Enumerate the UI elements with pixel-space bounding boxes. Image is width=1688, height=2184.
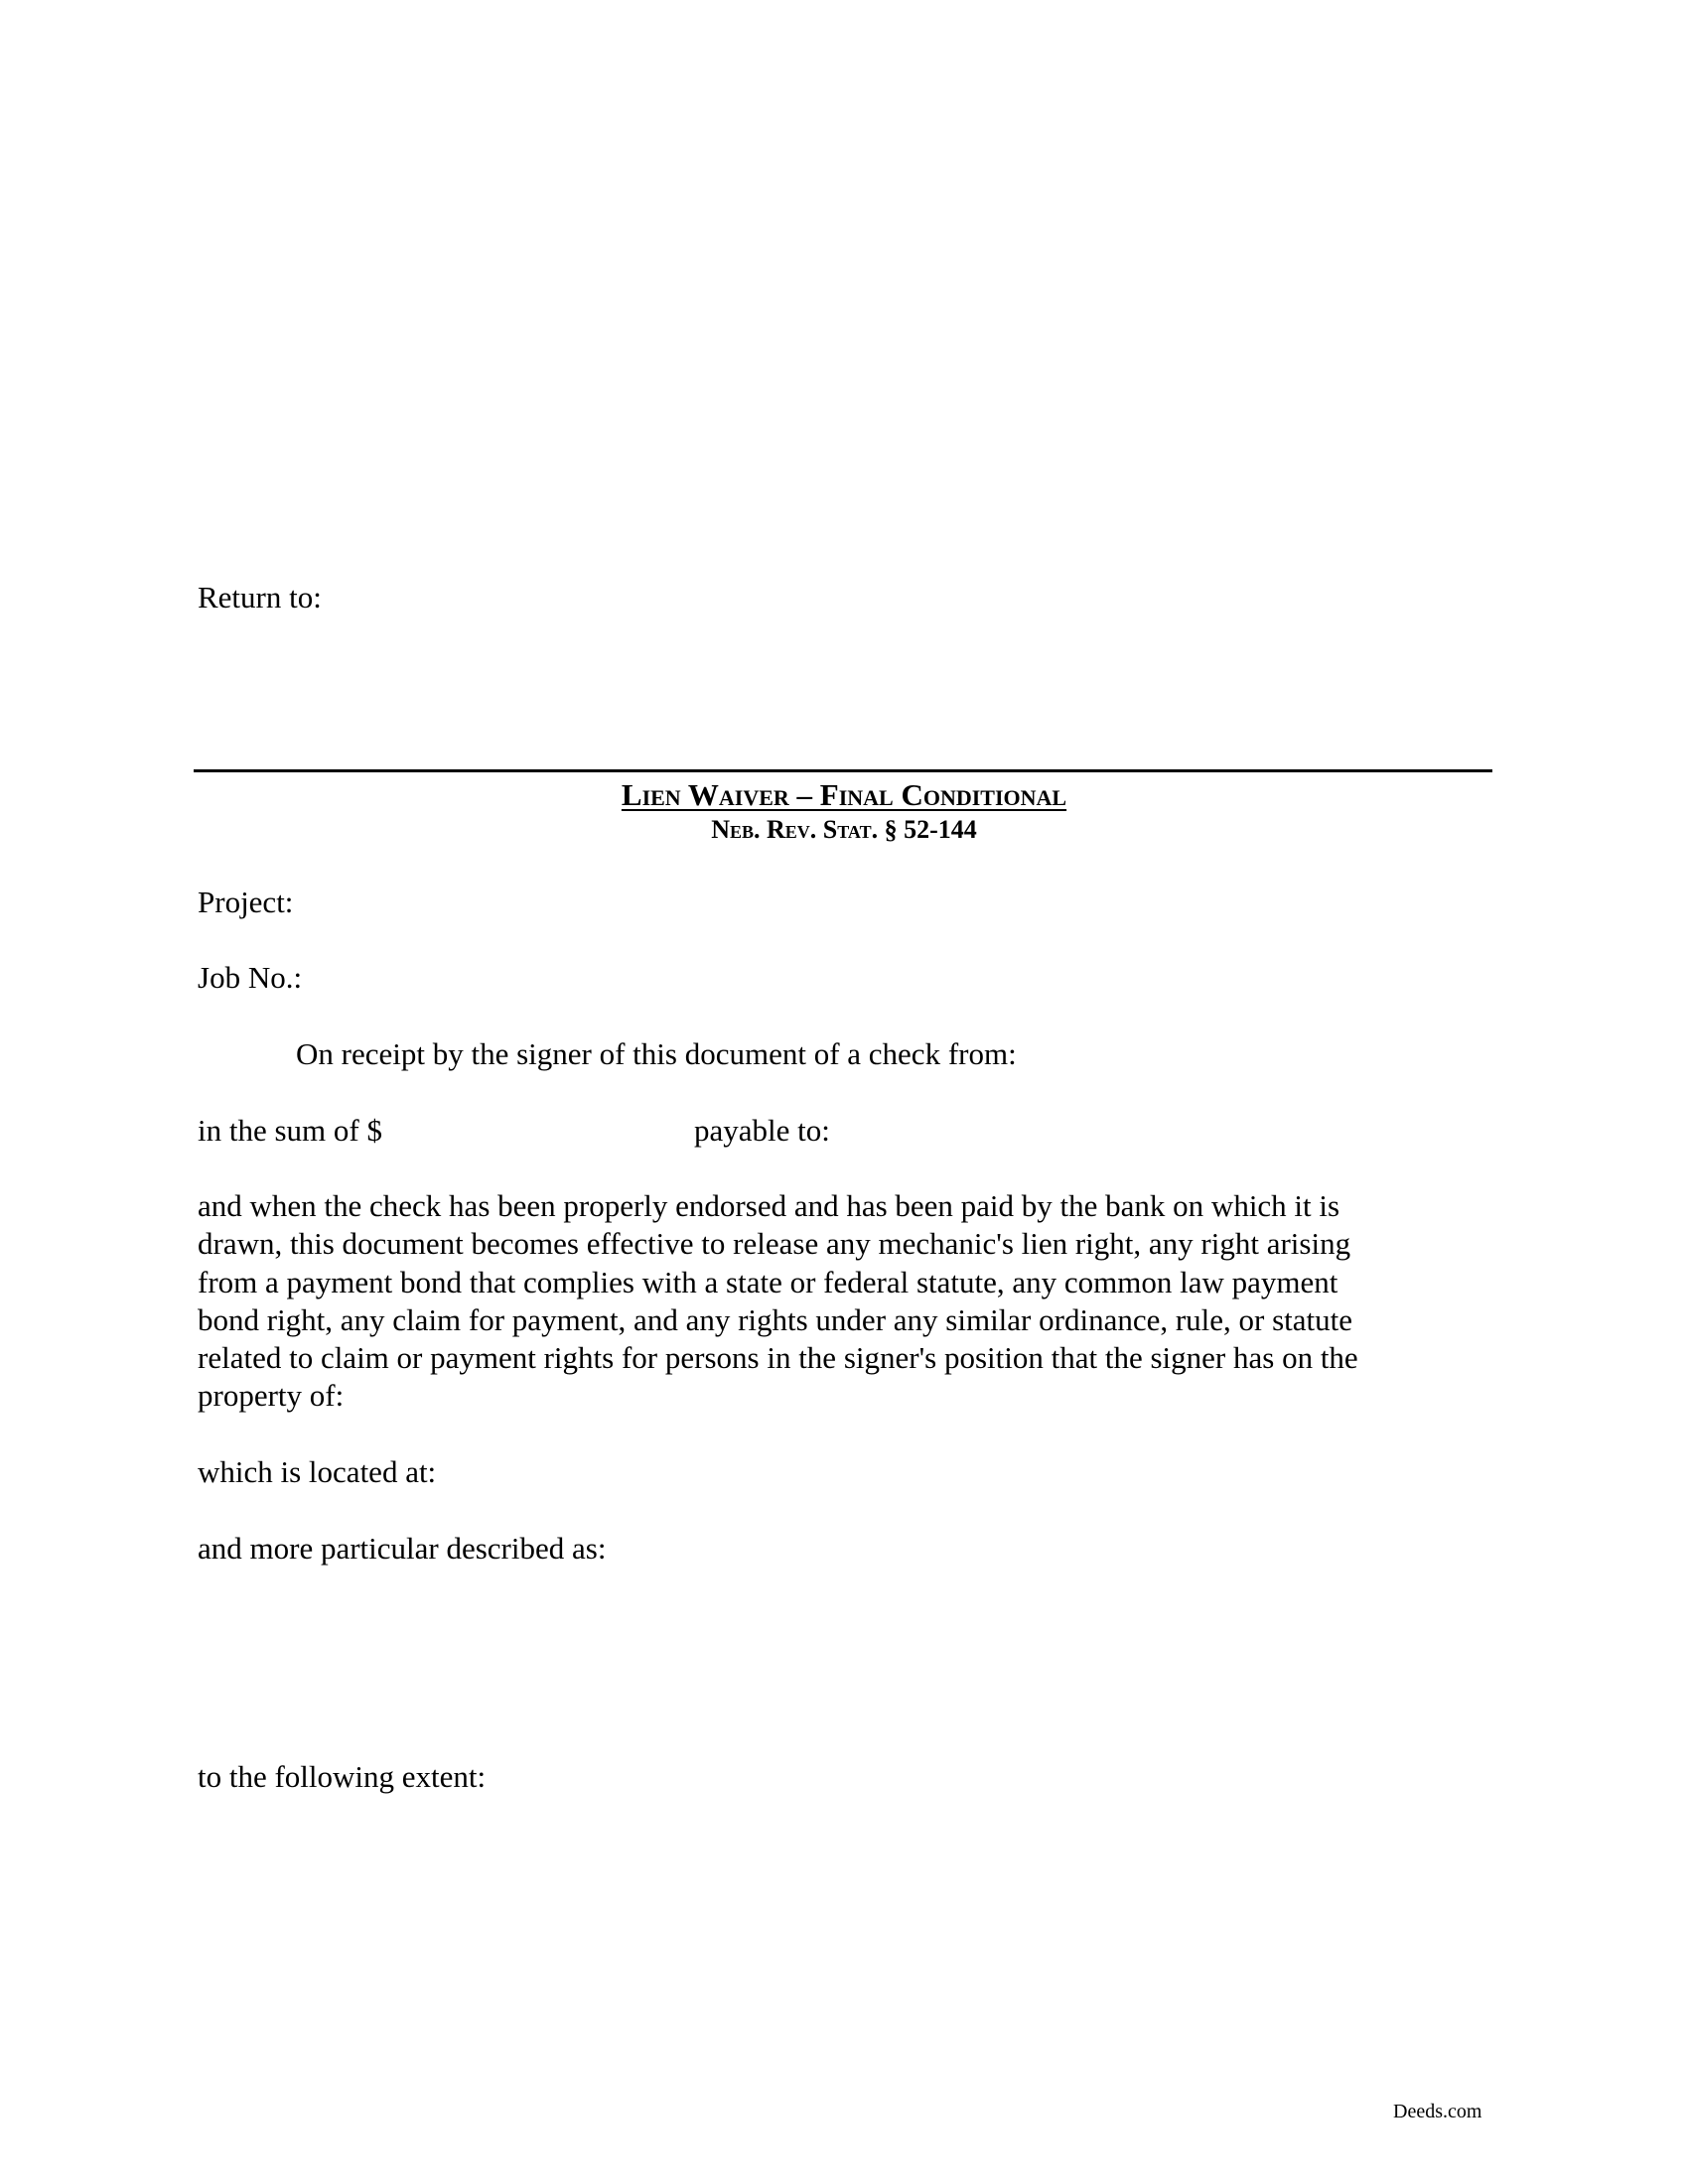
release-paragraph-line: and when the check has been properly endorsed and has been paid by the bank on which it is: [198, 1188, 1340, 1223]
project-label: Project:: [198, 885, 294, 919]
document-title: [0, 778, 1688, 812]
sum-label: in the sum of $: [198, 1113, 382, 1148]
release-paragraph: [198, 1187, 1493, 1416]
statute-citation: Neb. Rev. Stat. § 52-144: [711, 815, 977, 844]
release-paragraph-line: from a payment bond that complies with a state or federal statute, any common law payment: [198, 1264, 1338, 1299]
return-to-label: Return to:: [198, 580, 322, 614]
release-paragraph-line: bond right, any claim for payment, and any rights under any similar ordinance, rule, or statute: [198, 1301, 1353, 1337]
payable-to-label: payable to:: [694, 1113, 830, 1148]
receipt-statement: On receipt by the signer of this document of a check from:: [296, 1036, 1017, 1071]
release-paragraph-line: property of:: [198, 1378, 345, 1414]
release-paragraph-line: related to claim or payment rights for persons in the signer's position that the signer has on the: [198, 1340, 1358, 1376]
job-number-label: Job No.:: [198, 960, 303, 995]
horizontal-rule: [194, 769, 1492, 772]
extent-label: to the following extent:: [198, 1759, 487, 1794]
footer-brand: Deeds.com: [1393, 2101, 1482, 2122]
document-title-text: Lien Waiver – Final Conditional: [621, 777, 1067, 812]
release-paragraph-line: drawn, this document becomes effective to release any mechanic's lien right, any right arising: [198, 1226, 1351, 1262]
description-label: and more particular described as:: [198, 1531, 607, 1566]
location-label: which is located at:: [198, 1454, 437, 1489]
